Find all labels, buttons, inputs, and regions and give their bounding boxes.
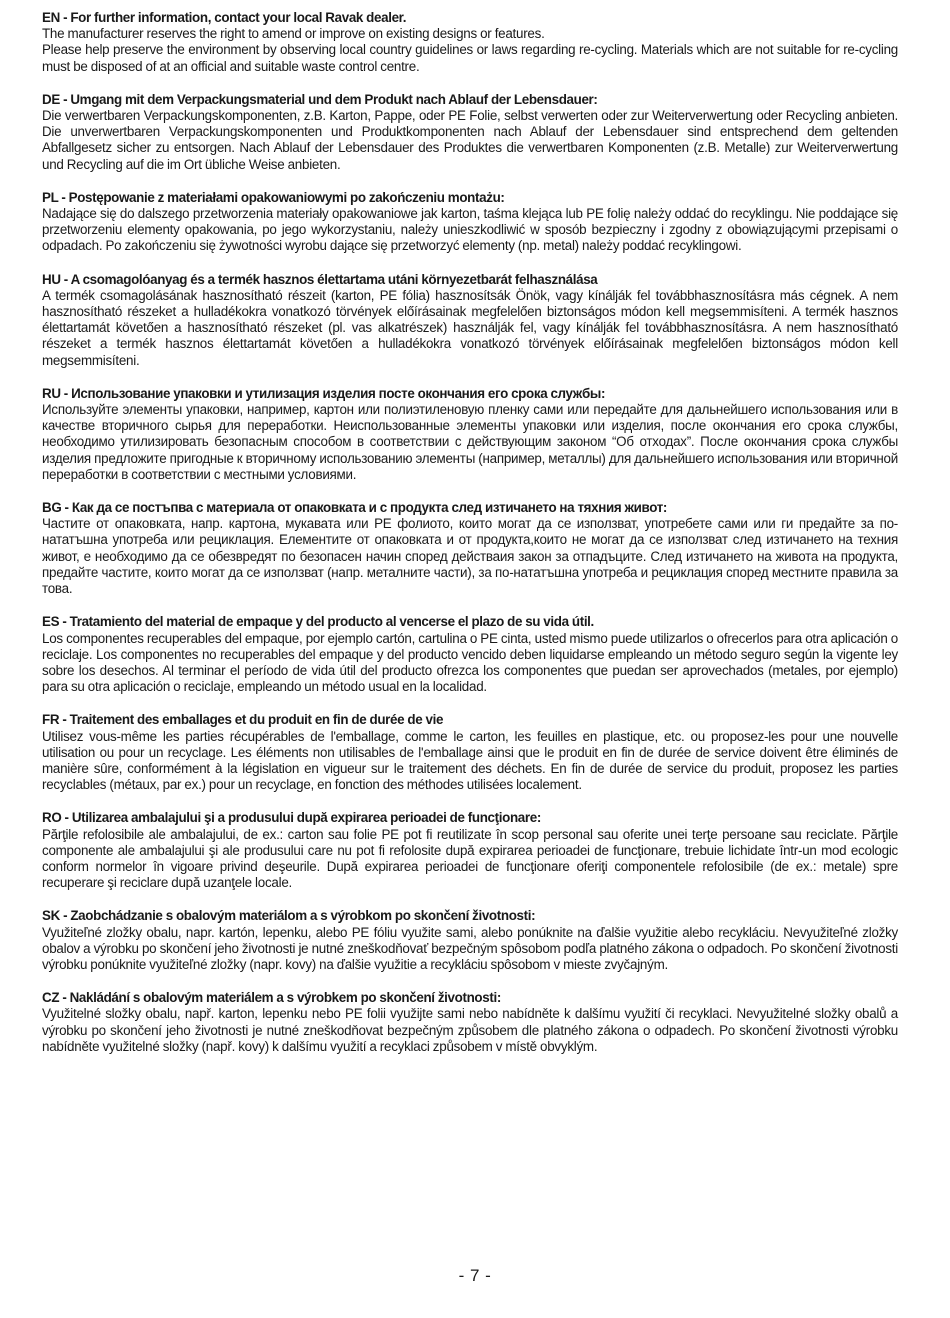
section-fr: [42, 712, 898, 793]
section-heading: CZ - Nakládání s obalovým materiálem a s výrobkem po skončení životnosti:: [42, 990, 501, 1006]
section-heading: RO - Utilizarea ambalajului şi a produsului după expirarea perioadei de funcţionare:: [42, 810, 541, 826]
section-paragraph: The manufacturer reserves the right to amend or improve on existing designs or features.: [42, 26, 545, 42]
section-paragraph: Die verwertbaren Verpackungskomponenten, z.B. Karton, Pappe, oder PE Folie, selbst verwerten oder zur Weiterverwertung oder Recycling anbieten. Die unverwertbaren Verpackungskomponenten und Produktkomponenten nach Ablauf der Lebensdauer sind entsprechend dem geltenden Abfallgesetz sicher zu entsorgen. Nach Ablauf der Lebensdauer des Produktes die verwertbaren Komponenten (z.B. Metalle) zur Weiterverwertung und Recycling auf die im Ort übliche Weise anbieten.: [42, 108, 898, 172]
section-hu: [42, 272, 898, 369]
section-heading: EN - For further information, contact your local Ravak dealer.: [42, 10, 407, 25]
section-paragraph: A termék csomagolásának hasznosítható részeit (karton, PE fólia) hasznosítsák Önök, vagy kínálják fel továbbhasznosításra más cégnek. A nem hasznosítható részeket a hulladékokra vonatkozó törvények előírásainak megfelelően biztonságos módon kell megsemmisíteni. A termék hasznos élettartamát követően a hasznosítható részeket (pl. vas alkatrészek) használják fel, vagy kínálják fel továbbhasznosításra. A nem hasznosítható részeket a termék hasznos élettartamát követően a hulladékokra vonatkozó törvények előírásainak megfelelően biztonságos módon kell megsemmisíteni.: [42, 287, 898, 368]
section-paragraph: Используйте элементы упаковки, например, картон или полиэтиленовую пленку сами или передайте для дальнейшего использования или в качестве вторичного сырья для переработки. Неиспользованные элементы упаковки или изделия, после окончания его срока службы, необходимо утилизировать безопасным способом в соответствии с действующим законом “Об отходах”. После окончания срока службы изделия предложите пригодные к вторичному использованию элементы (например, металлы) для дальнейшего использования или вторичной переработки в соответствии с местными условиями.: [42, 402, 898, 482]
section-heading: HU - A csomagolóanyag és a termék hasznos élettartama utáni környezetbarát felhasználása: [42, 271, 598, 287]
section-paragraph: Părţile refolosibile ale ambalajului, de ex.: carton sau folie PE pot fi reutilizate în scop personal sau oferite unei terţe persoane sau reciclate. Părţile componente ale ambalajului şi ale produsului care nu pot fi refolosite după expirarea perioadei de funcţionare, trebuie lichidate într-un mod ecologic conform normelor în vigoare privind deşeurile. După expirarea perioadei de funcţionare oferiţi componentele refolosibile (de ex.: metale) spre recuperare şi reciclare după uzanţele locale.: [42, 826, 898, 891]
section-paragraph: Частите от опаковката, напр. картона, мукавата или PE фолиото, които могат да се използват, употребете сами или ги предайте за по-нататъшна употреба или рециклация. Елементите от опаковката и от продукта,които не могат да се използват след изтичането на техния живот, е необходимо да се обезвредят по безопасен начин според действаия закон за отпадъците. След изтичането на живота на продукта, предайте частите, които могат да се използват (напр. металните части), за по-нататъшна употреба и рециклация според местните правила за това.: [42, 516, 898, 597]
document-body: [42, 10, 898, 1072]
section-sk: [42, 908, 898, 973]
section-heading: FR - Traitement des emballages et du produit en fin de durée de vie: [42, 712, 444, 728]
section-paragraph: Please help preserve the environment by observing local country guidelines or laws regarding re-cycling. Materials which are not suitable for re-cycling must be disposed of at an official and suitable waste control centre.: [42, 42, 898, 74]
section-heading: DE - Umgang mit dem Verpackungsmaterial und dem Produkt nach Ablauf der Lebensdauer:: [42, 91, 598, 107]
section-heading: SK - Zaobchádzanie s obalovým materiálom a s výrobkom po skončení životnosti:: [42, 908, 536, 924]
section-paragraph: Využitelné složky obalu, např. karton, lepenku nebo PE folii využijte sami nebo nabídněte k dalšímu využití či recyklaci. Nevyužitelné složky obalů a výrobku po skončení jeho životnosti je nutné zneškodňovat bezpečným způsobem dle platného zákona o odpadech. Po skončení životnosti výrobku nabídněte využitelné složky (např. kovy) k dalšímu využití a recyklaci způsobem v místě obvyklým.: [42, 1006, 898, 1054]
section-paragraph: Los componentes recuperables del empaque, por ejemplo cartón, cartulina o PE cinta, usted mismo puede utilizarlos o ofrecerlos para otra aplicación o reciclaje. Los componentes no recuperables del empaque y del producto vencido deben liquidarse empleando un método seguro según la vigente ley sobre los desechos. Al terminar el período de vida útil del producto ofrezca los componentes que puedan ser aprovechados (metales, por ejemplo) para su otra aplicación o reciclaje, empleando un método usual en la localidad.: [42, 630, 898, 695]
page-number: - 7 -: [458, 1266, 492, 1285]
section-heading: BG - Как да се постъпва с материала от опаковката и с продукта след изтичането на тяхния живот:: [42, 500, 668, 516]
section-de: [42, 92, 898, 173]
section-heading: ES - Tratamiento del material de empaque y del producto al vencerse el plazo de su vida útil.: [42, 614, 594, 630]
section-es: [42, 614, 898, 695]
section-en: [42, 10, 898, 75]
section-paragraph: Nadające się do dalszego przetworzenia materiały opakowaniowe jak karton, taśma klejąca lub PE folię należy oddać do recyklingu. Nie poddające się przetworzeniu elementy opakowania, po jego wykorzystaniu, należy unieszkodliwić w sposób bezpieczny i zgodny z obowiązującymi przepisami o odpadach. Po zakończeniu się żywotności wyrobu dające się przetworzyć elementy (np. metal) należy poddać recyklingowi.: [42, 206, 898, 254]
section-cz: [42, 990, 898, 1055]
section-bg: [42, 500, 898, 597]
section-paragraph: Využiteľné zložky obalu, napr. kartón, lepenku, alebo PE fóliu využite sami, alebo ponúknite na ďalšie využitie alebo recykláciu. Nevyužiteľné zložky obalov a výrobku po skončení jeho životnosti je nutné zneškodňovať bezpečným spôsobom podľa platného zákona o odpadoch. Po skončení životnosti výrobku ponúknite využiteľné zložky (napr. kovy) na ďalšie využitie a recykláciu spôsobom v mieste zvyčajným.: [42, 924, 898, 972]
section-pl: [42, 190, 898, 255]
section-ro: [42, 810, 898, 891]
section-paragraph: Utilisez vous-même les parties récupérables de l'emballage, comme le carton, les feuilles en plastique, etc. ou proposez-les pour une nouvelle utilisation ou pour un recyclage. Les éléments non utilisables de l'emballage ainsi que le produit en fin de durée de service doivent être éliminés de manière sûre, conformément à la législation en vigueur sur le traitement des déchets. En fin de durée de service du produit, proposez les parties recyclables (métaux, par ex.) pour un recyclage, en fonction des méthodes utilisées localement.: [42, 728, 898, 793]
section-heading: RU - Использование упаковки и утилизация изделия посте окончания его срока службы:: [42, 385, 606, 401]
section-heading: PL - Postępowanie z materiałami opakowaniowymi po zakończeniu montażu:: [42, 189, 505, 205]
section-ru: [42, 386, 898, 483]
